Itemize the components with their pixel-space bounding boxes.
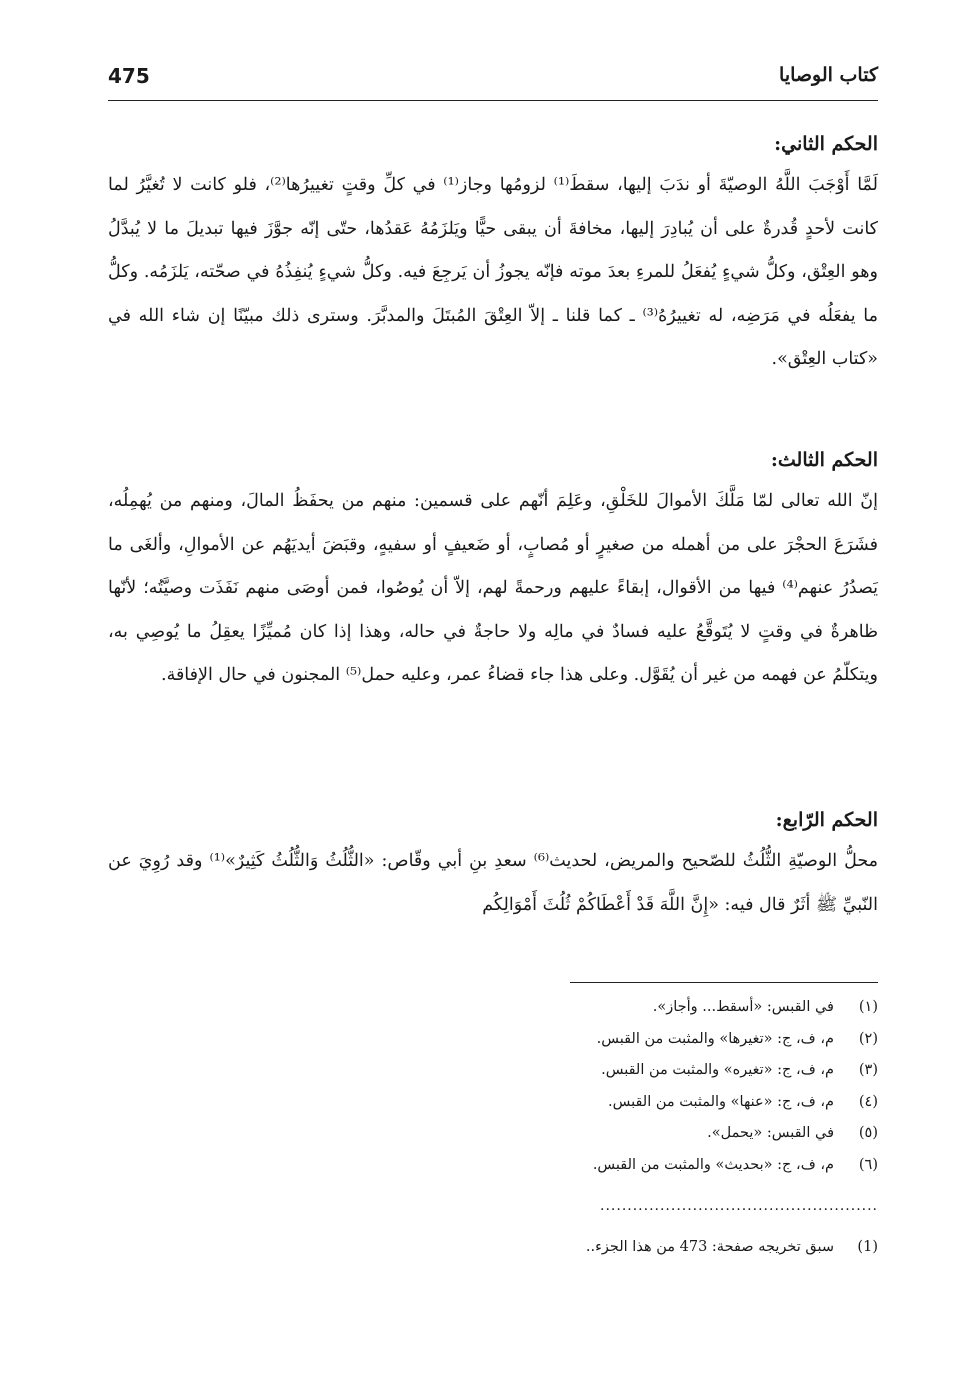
footnote (300, 1118, 878, 1150)
footnote-text: م، ف، ج: «تغيرها» والمثبت من القبس. (596, 1030, 834, 1047)
page-number: 475 (108, 64, 150, 88)
footnote (300, 1055, 878, 1087)
reference-footnote (300, 1232, 878, 1264)
footnote (300, 1232, 878, 1264)
footnotes (300, 992, 878, 1181)
footnote-number: (١) (858, 999, 878, 1015)
footnote-text: في القبس: «أسقط... وأجاز». (652, 999, 834, 1015)
section-second-ruling (108, 124, 878, 382)
footnote-text: في القبس: «يحمل». (707, 1125, 834, 1141)
footnote (300, 1150, 878, 1182)
footnote-number: (٢) (858, 1030, 878, 1047)
footnote-text: م، ف، ج: «بحديث» والمثبت من القبس. (592, 1156, 834, 1173)
footnote-rule (570, 982, 878, 983)
section-fourth-ruling (108, 800, 878, 927)
section-paragraph: محلُّ الوصيّةِ الثُّلُثُ للصّحيح والمريض، لحديث⁽⁶⁾ سعدِ بنِ أبي وقّاص: «الثُّلُثُ وَالثُّلُثُ كَثِيرٌ»⁽¹⁾ وقد رُوِيَ عن النّبيِّ ﷺ أثَرٌ قال فيه: «إِنَّ اللَّهَ قَدْ أَعْطَاكُمْ ثُلُثَ أَمْوَالِكُم (108, 851, 879, 915)
footnote-number: (٦) (858, 1156, 878, 1173)
section-paragraph: لَمَّا أَوْجَبَ اللَّهُ الوصيّةَ أو ندَبَ إليها، سقطَ⁽¹⁾ لزومُها وجاز⁽¹⁾ في كلِّ وقتٍ تغييرُها⁽²⁾، فلو كانت لا تُغيَّرُ لما كانت لأحدٍ قُدرةٌ على أن يُبادِرَ إليها، مخافةَ أن يبقى حيًّا ويَلزَمُهُ عَقدُها، حتّى إنّه جوَّزَ فيها تبديلَ ما لا يُبدَّلُ وهو العِتْق، وكلُّ شيءٍ يُفعَلُ للمرءِ بعدَ موته فإنّه يجوزُ أن يَرجِعَ فيه. وكلُّ شيءٍ يُنفِذُهُ في صحّته، يَلزَمُه. وكلُّ ما يفعَلُه في مَرَضِه، له تغييرُهُ⁽³⁾ ـ كما قلنا ـ إلاّ العِتْقَ المُبتَلَ والمدبَّرَ. وسترى ذلك مبيّنًا إن شاء الله في «كتاب العِتْق». (108, 175, 879, 369)
section-heading: الحكم الثاني: (774, 133, 878, 155)
footnote (300, 1024, 878, 1056)
footnote-number: (٣) (858, 1062, 878, 1078)
footnote (300, 1087, 878, 1119)
page-header (108, 64, 878, 100)
section-heading: الحكم الثالث: (770, 449, 878, 471)
footnote-number: (٥) (858, 1125, 878, 1141)
footnote-text: سبق تخريجه صفحة: 473 من هذا الجزء.. (585, 1239, 834, 1255)
footnote (300, 992, 878, 1024)
footnote-text: م، ف، ج: «عنها» والمثبت من القبس. (607, 1093, 834, 1110)
footnote-separator-dots: ................................................... (600, 1198, 878, 1214)
section-heading: الحكم الرّابع: (775, 809, 878, 831)
footnote-number: (1) (857, 1239, 878, 1255)
header-rule (108, 100, 878, 101)
section-paragraph: إنّ الله تعالى لمّا مَلَّكَ الأموالَ للخَلْقِ، وعَلِمَ أنّهم على قسمين: منهم من يحفَظُ المالَ، ومنهم من يُهمِلُه، فشَرَعَ الحجْرَ على من أهمله من صغيرٍ أو مُصابٍ، أو ضَعيفٍ أو سفيهٍ، وقبَضَ أيديَهُم عن الأموالِ، وألغَى ما يَصدُرُ عنهم⁽⁴⁾ فيها من الأقوال، إبقاءً عليهم ورحمةً لهم، إلاّ أن يُوصُوا، فمن أوصَى منهم نَفَذَت وصيَّتُه؛ لأنّها ظاهرةٌ في وقتٍ لا يُتَوقَّعُ عليه فسادٌ في مالِه ولا حاجةٌ في حاله، وهذا إذا كان مُميِّزًا يعقِلُ ما يُوصِي به، ويتكلّمُ عن فهمه من غير أن يُقَوَّل. وعلى هذا جاء قضاءُ عمر، وعليه حمل⁽⁵⁾ المجنون في حال الإفاقة. (108, 491, 878, 685)
section-third-ruling (108, 440, 878, 698)
running-title: كتاب الوصايا (779, 64, 878, 86)
footnote-text: م، ف، ج: «تغيره» والمثبت من القبس. (601, 1062, 834, 1078)
footnote-number: (٤) (858, 1093, 878, 1110)
